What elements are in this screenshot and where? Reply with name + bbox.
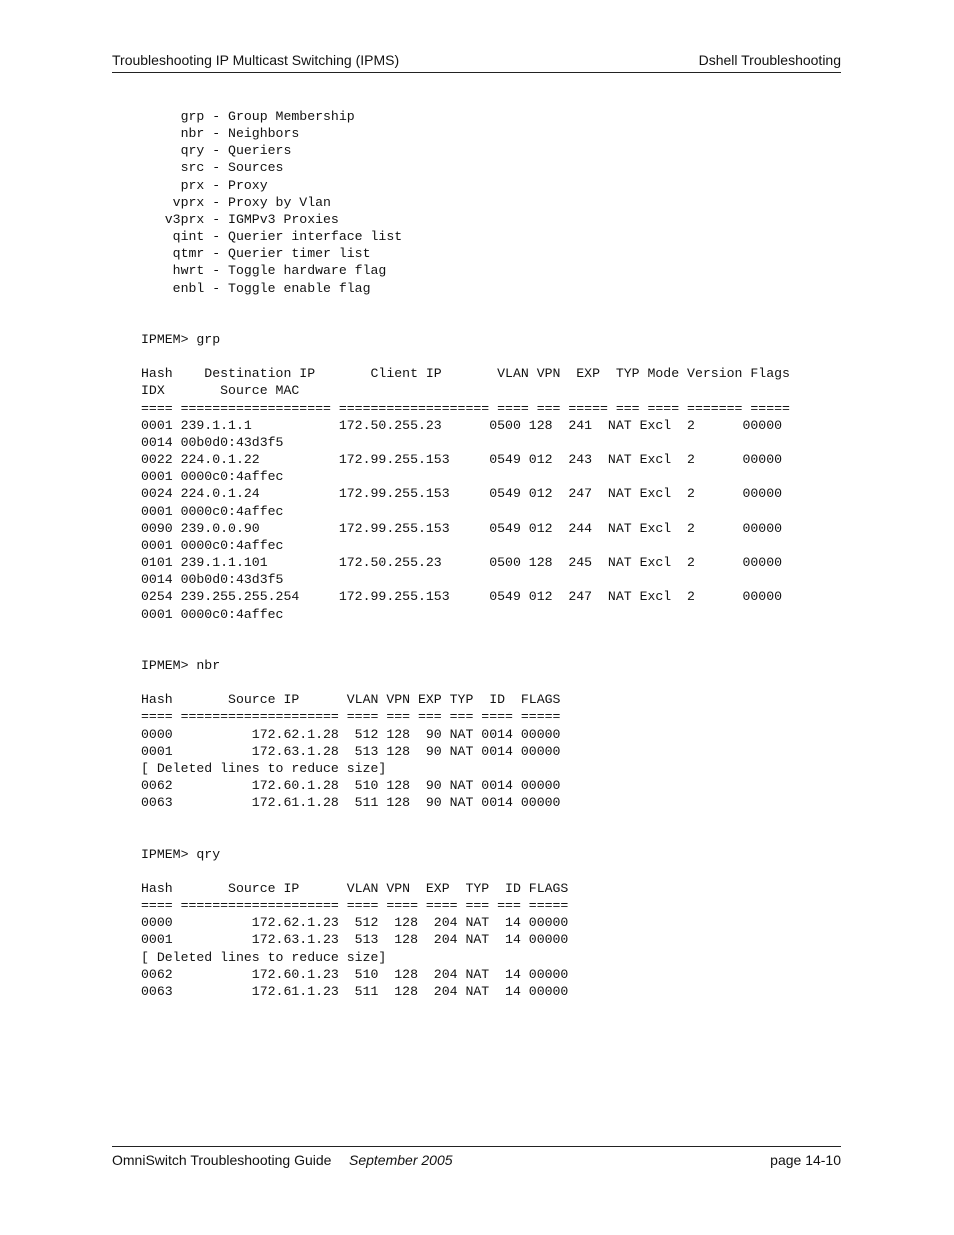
header-chapter-title: Dshell Troubleshooting [698,52,841,68]
qry-table-row: 0000 172.62.1.23 512 128 204 NAT 14 00000 [141,915,569,931]
qry-table-row: 0001 172.63.1.23 513 128 204 NAT 14 00000 [141,932,569,948]
qry-table-separator: ==== ==================== ==== ==== ==== === === ===== [141,898,569,914]
grp-table-row: 0001 0000c0:4affec [141,537,284,553]
menu-line: enbl - Toggle enable flag [141,280,371,296]
grp-table-separator: ==== =================== =================== ==== === ===== === ==== ======= ===== [141,400,790,416]
menu-line: qtmr - Querier timer list [141,246,371,262]
nbr-output-block [141,657,861,811]
qry-output-block [141,846,861,1000]
nbr-table-row: 0062 172.60.1.28 510 128 90 NAT 0014 00000 [141,778,561,794]
page-footer [112,1146,841,1168]
header-section-title: Troubleshooting IP Multicast Switching (IPMS) [112,52,400,68]
grp-output-block [141,331,861,623]
menu-block [141,108,861,297]
menu-line: vprx - Proxy by Vlan [141,194,331,210]
nbr-prompt: IPMEM> nbr [141,657,221,673]
grp-table-row: 0001 239.1.1.1 172.50.255.23 0500 128 241 NAT Excl 2 00000 [141,417,783,433]
qry-table-row: 0062 172.60.1.23 510 128 204 NAT 14 00000 [141,966,569,982]
grp-table-row: 0090 239.0.0.90 172.99.255.153 0549 012 244 NAT Excl 2 00000 [141,520,783,536]
grp-table-row: 0254 239.255.255.254 172.99.255.153 0549 012 247 NAT Excl 2 00000 [141,589,783,605]
qry-deleted-note: [ Deleted lines to reduce size] [141,949,387,965]
menu-line: hwrt - Toggle hardware flag [141,263,387,279]
menu-line: qint - Querier interface list [141,229,403,245]
grp-prompt: IPMEM> grp [141,332,221,348]
qry-table-header: Hash Source IP VLAN VPN EXP TYP ID FLAGS [141,880,569,896]
grp-table-row: 0001 0000c0:4affec [141,606,284,622]
qry-table-row: 0063 172.61.1.23 511 128 204 NAT 14 00000 [141,983,569,999]
footer-page-number: page 14-10 [770,1152,841,1168]
nbr-table-row: 0001 172.63.1.28 513 128 90 NAT 0014 00000 [141,743,561,759]
nbr-table-row: 0000 172.62.1.28 512 128 90 NAT 0014 00000 [141,726,561,742]
qry-prompt: IPMEM> qry [141,846,221,862]
grp-table-row: 0101 239.1.1.101 172.50.255.23 0500 128 245 NAT Excl 2 00000 [141,555,783,571]
page-header [112,50,841,73]
menu-line: v3prx - IGMPv3 Proxies [141,211,339,227]
menu-line: prx - Proxy [141,177,268,193]
footer-guide-title: OmniSwitch Troubleshooting Guide [112,1152,332,1168]
nbr-table-row: 0063 172.61.1.28 511 128 90 NAT 0014 00000 [141,795,561,811]
grp-table-row: 0014 00b0d0:43d3f5 [141,434,284,450]
menu-line: grp - Group Membership [141,109,355,124]
grp-table-row: 0014 00b0d0:43d3f5 [141,572,284,588]
grp-table-header: Hash Destination IP Client IP VLAN VPN EXP TYP Mode Version Flags [141,366,790,382]
nbr-table-separator: ==== ==================== ==== === === === ==== ===== [141,709,561,725]
menu-line: nbr - Neighbors [141,126,300,142]
menu-line: src - Sources [141,160,284,176]
menu-line: qry - Queriers [141,143,292,159]
nbr-deleted-note: [ Deleted lines to reduce size] [141,760,387,776]
grp-table-row: 0022 224.0.1.22 172.99.255.153 0549 012 243 NAT Excl 2 00000 [141,452,783,468]
grp-table-header-2: IDX Source MAC [141,383,300,399]
document-body [141,108,861,1034]
grp-table-row: 0024 224.0.1.24 172.99.255.153 0549 012 247 NAT Excl 2 00000 [141,486,783,502]
nbr-table-header: Hash Source IP VLAN VPN EXP TYP ID FLAGS [141,692,561,708]
grp-table-row: 0001 0000c0:4affec [141,503,284,519]
footer-date: September 2005 [349,1152,453,1168]
grp-table-row: 0001 0000c0:4affec [141,469,284,485]
